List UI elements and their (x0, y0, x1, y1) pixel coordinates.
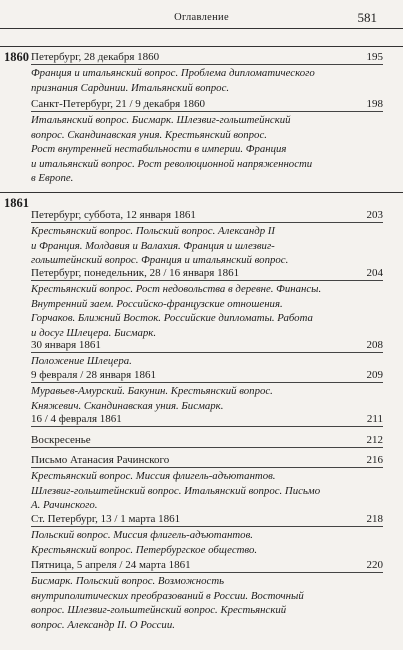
topic-line: вопрос. Александр II. О России. (31, 618, 175, 631)
entry-page: 209 (366, 369, 383, 381)
topic-line: Польский вопрос. Миссия флигель-адъютантов. (31, 529, 253, 541)
toc-entry[interactable] (31, 266, 383, 340)
topic-line: Франция и итальянский вопрос. Проблема дипломатического (31, 67, 315, 79)
topic-line: Рост внутренней нестабильности в империи. Франция (31, 143, 287, 156)
entry-header (31, 558, 383, 573)
entry-title: Воскресенье (31, 434, 91, 446)
year-rule-1860 (0, 46, 403, 47)
toc-entry[interactable] (31, 412, 383, 427)
entry-page: 203 (366, 209, 383, 221)
entry-title: Петербург, 28 декабря 1860 (31, 51, 160, 63)
entry-topics (31, 573, 383, 632)
entry-title: Ст. Петербург, 13 / 1 марта 1861 (31, 513, 181, 525)
topic-line: Муравьев-Амурский. Бакунин. Крестьянский вопрос. (31, 385, 273, 397)
entry-page: 218 (366, 513, 383, 525)
entry-title: Санкт-Петербург, 21 / 9 декабря 1860 (31, 98, 205, 110)
page-number: 581 (357, 10, 377, 25)
topic-line: Княжевич. Скандинавская уния. Бисмарк. (31, 399, 224, 412)
entry-header (31, 266, 383, 281)
entry-topics (31, 383, 383, 413)
topic-line: гольштейнский вопрос. Франция и итальянский вопрос. (31, 254, 289, 267)
entry-header (31, 338, 383, 353)
entry-page: 220 (366, 559, 383, 571)
topic-line: внутриполитических преобразований в России. Восточный (31, 589, 304, 602)
toc-entry[interactable] (31, 50, 383, 95)
topic-line: вопрос. Шлезвиг-гольштейнский вопрос. Крестьянский (31, 604, 287, 617)
header-rule (0, 28, 403, 29)
topic-line: Положение Шлецера. (31, 355, 132, 367)
entry-title: 16 / 4 февраля 1861 (31, 413, 122, 425)
entry-title: Письмо Атанасия Рачинского (31, 454, 170, 466)
entry-page: 195 (366, 51, 383, 63)
year-heading-1860: 1860 (4, 50, 29, 64)
entry-header (31, 512, 383, 527)
entry-header (31, 412, 383, 427)
entry-topics (31, 468, 383, 513)
entry-topics (31, 65, 383, 95)
entry-topics (31, 223, 383, 268)
toc-entry[interactable] (31, 368, 383, 413)
entry-header (31, 368, 383, 383)
entry-page: 208 (366, 339, 383, 351)
topic-line: Бисмарк. Польский вопрос. Возможность (31, 575, 225, 587)
page-header (0, 0, 403, 26)
entry-header (31, 97, 383, 112)
entry-title: 30 января 1861 (31, 339, 101, 351)
toc-entry[interactable] (31, 433, 383, 448)
topic-line: А. Рачинского. (31, 499, 98, 512)
entry-page: 211 (366, 413, 383, 425)
topic-line: признания Сардинии. Итальянский вопрос. (31, 81, 230, 94)
entry-header (31, 208, 383, 223)
toc-entry[interactable] (31, 338, 383, 369)
entry-topics (31, 112, 383, 186)
topic-line: и итальянский вопрос. Рост революционной напряженности (31, 157, 313, 170)
topic-line: Крестьянский вопрос. Рост недовольства в деревне. Финансы. (31, 283, 322, 295)
toc-entry[interactable] (31, 558, 383, 632)
entry-page: 204 (366, 267, 383, 279)
year-heading-1861: 1861 (4, 196, 29, 210)
topic-line: и досуг Шлецера. Бисмарк. (31, 326, 157, 339)
entry-page: 212 (366, 434, 383, 446)
running-title: Оглавление (174, 12, 229, 23)
year-rule-1861 (0, 192, 403, 193)
topic-line: Шлезвиг-гольштейнский вопрос. Итальянский вопрос. Письмо (31, 484, 321, 497)
entry-topics (31, 353, 383, 369)
topic-line: Крестьянский вопрос. Петербургское общество. (31, 543, 258, 556)
topic-line: Внутренний заем. Российско-французские отношения. (31, 297, 283, 310)
toc-entry[interactable] (31, 97, 383, 186)
entry-header (31, 433, 383, 448)
topic-line: Итальянский вопрос. Бисмарк. Шлезвиг-гольштейнский (31, 114, 291, 126)
toc-entry[interactable] (31, 208, 383, 268)
entry-topics (31, 527, 383, 557)
entry-page: 216 (366, 454, 383, 466)
entry-title: Пятница, 5 апреля / 24 марта 1861 (31, 559, 191, 571)
topic-line: в Европе. (31, 172, 74, 185)
topic-line: Горчаков. Ближний Восток. Российские дипломаты. Работа (31, 312, 313, 325)
entry-title: Петербург, суббота, 12 января 1861 (31, 209, 196, 221)
entry-title: Петербург, понедельник, 28 / 16 января 1861 (31, 267, 240, 279)
entry-header (31, 50, 383, 65)
entry-title: 9 февраля / 28 января 1861 (31, 369, 156, 381)
topic-line: вопрос. Скандинавская уния. Крестьянский вопрос. (31, 128, 267, 141)
toc-entry[interactable] (31, 512, 383, 557)
topic-line: Крестьянский вопрос. Миссия флигель-адъютантов. (31, 470, 276, 482)
topic-line: Крестьянский вопрос. Польский вопрос. Александр II (31, 225, 275, 237)
toc-entry[interactable] (31, 453, 383, 513)
entry-header (31, 453, 383, 468)
entry-topics (31, 281, 383, 340)
topic-line: и Франция. Молдавия и Валахия. Франция и шлезвиг- (31, 239, 275, 252)
entry-page: 198 (366, 98, 383, 110)
